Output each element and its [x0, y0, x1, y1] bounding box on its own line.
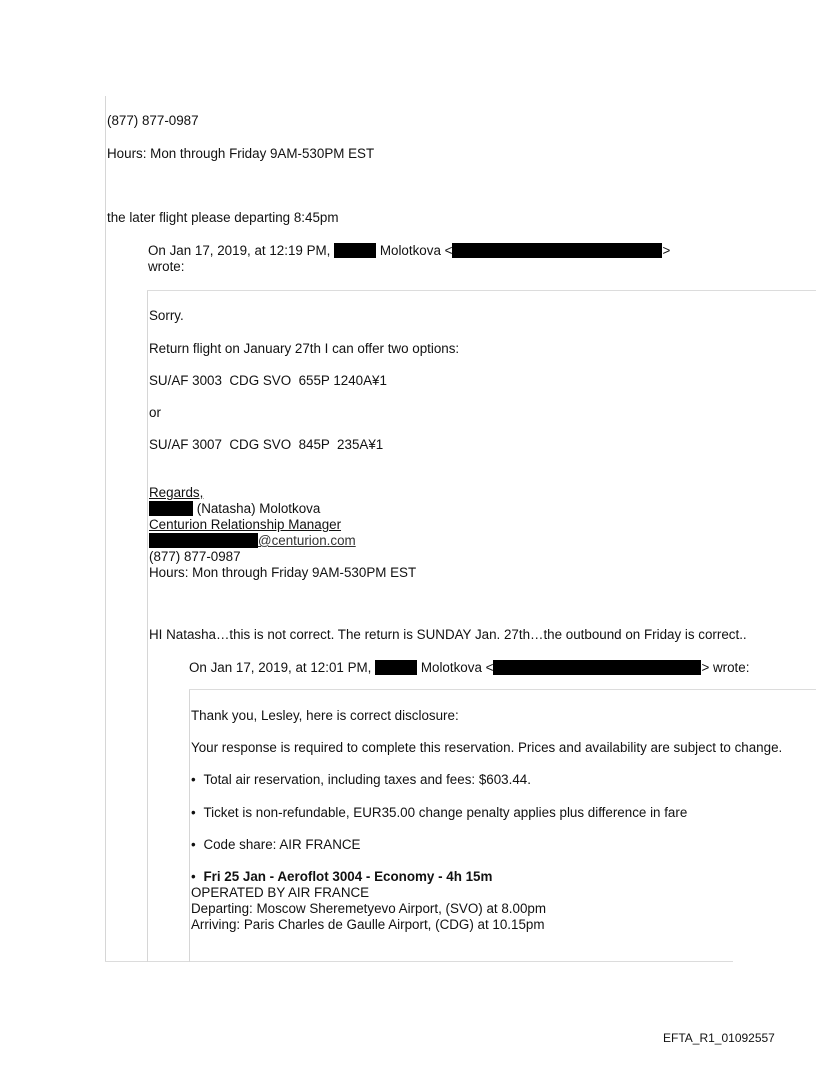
bullet-item [191, 772, 531, 788]
quote-border-level1 [147, 290, 148, 962]
quote2-response: Your response is required to complete this reservation. Prices and availability are subject to change. [191, 740, 783, 755]
redacted-first-name [149, 501, 193, 516]
bullet-text: Ticket is non-refundable, EUR35.00 change penalty applies plus difference in fare [203, 805, 688, 820]
quote-border-level2-top [189, 689, 816, 690]
signature-name: (Natasha) Molotkova [196, 501, 321, 516]
bullet-mark: • [191, 869, 196, 884]
redacted-email [452, 243, 662, 258]
document-id: EFTA_R1_01092557 [663, 1031, 775, 1045]
bullet-item [191, 805, 687, 821]
quote1-option1: SU/AF 3003 CDG SVO 655P 1240A¥1 [149, 373, 387, 388]
quote-border-outer [105, 96, 106, 962]
quote1-intro: Return flight on January 27th I can offer two options: [149, 341, 460, 356]
top-phone: (877) 877-0987 [107, 113, 199, 128]
signature-email-domain[interactable]: @centurion.com [258, 533, 356, 548]
flight-title: Fri 25 Jan - Aeroflot 3004 - Economy - 4h 15m [203, 869, 493, 884]
signature-regards: Regards, [149, 485, 204, 500]
quote1-option2: SU/AF 3007 CDG SVO 845P 235A¥1 [149, 437, 384, 452]
flight-block [191, 869, 546, 933]
quote1-header [148, 243, 670, 259]
signature-title: Centurion Relationship Manager [149, 517, 342, 532]
bullet-mark: • [191, 805, 196, 820]
signature-hours: Hours: Mon through Friday 9AM-530PM EST [149, 565, 417, 580]
top-hours: Hours: Mon through Friday 9AM-530PM EST [107, 146, 375, 161]
redacted-first-name [375, 660, 417, 675]
signature-email-line[interactable] [149, 533, 416, 549]
signature-name-line [149, 501, 416, 517]
quote1-wrote: wrote: [148, 259, 185, 274]
quote-border-level2 [189, 689, 190, 962]
bullet-item [191, 837, 360, 853]
signature-block [149, 485, 416, 581]
quote1-or: or [149, 405, 161, 420]
quote-border-level1-top [147, 290, 816, 291]
bullet-mark: • [191, 772, 196, 787]
quote2-header-suffix: > wrote: [701, 660, 750, 675]
flight-arriving: Arriving: Paris Charles de Gaulle Airport, (CDG) at 10.15pm [191, 917, 545, 932]
redacted-email-user [149, 533, 258, 548]
reply-not-correct: HI Natasha…this is not correct. The return is SUNDAY Jan. 27th…the outbound on Friday is correct.. [149, 627, 747, 642]
bullet-text: Total air reservation, including taxes and fees: $603.44. [203, 772, 531, 787]
quote1-sorry: Sorry. [149, 308, 184, 323]
quote-border-outer-bottom [105, 961, 733, 962]
flight-departing: Departing: Moscow Sheremetyevo Airport, (SVO) at 8.00pm [191, 901, 547, 916]
bullet-mark: • [191, 837, 196, 852]
redacted-email [493, 660, 701, 675]
quote2-header-sender: Molotkova < [420, 660, 494, 675]
quote2-thanks: Thank you, Lesley, here is correct disclosure: [191, 708, 459, 723]
flight-operated: OPERATED BY AIR FRANCE [191, 885, 370, 900]
flight-title-line [191, 869, 546, 885]
quote1-header-sender: Molotkova < [379, 243, 453, 258]
quote2-header-date: On Jan 17, 2019, at 12:01 PM, [189, 660, 372, 675]
quote1-header-suffix: > [662, 243, 671, 258]
quote2-header [189, 660, 749, 676]
quote1-header-date: On Jan 17, 2019, at 12:19 PM, [148, 243, 331, 258]
reply-later-flight: the later flight please departing 8:45pm [107, 210, 339, 225]
signature-phone: (877) 877-0987 [149, 549, 241, 564]
bullet-text: Code share: AIR FRANCE [203, 837, 361, 852]
redacted-first-name [334, 243, 376, 258]
